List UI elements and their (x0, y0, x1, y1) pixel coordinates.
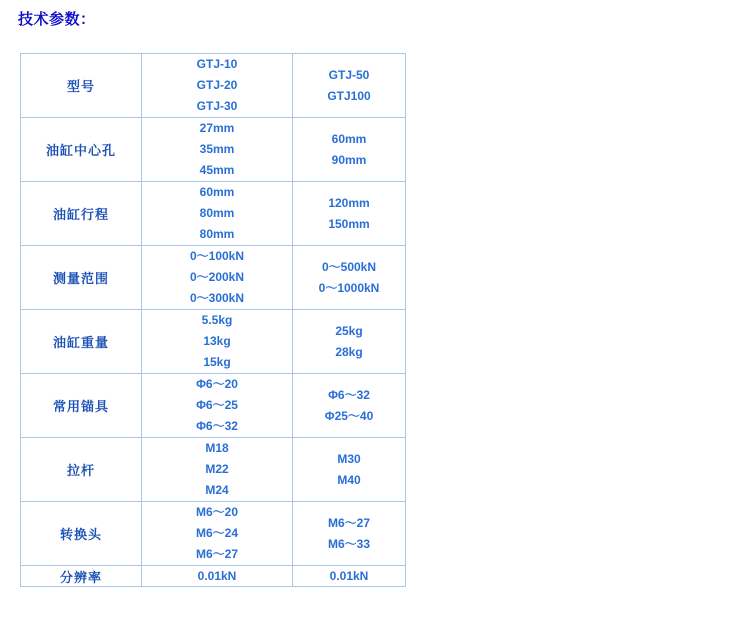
row-values-col1 (142, 118, 293, 182)
row-values-col1 (142, 182, 293, 246)
value-text: M24 (205, 483, 229, 497)
row-values-col2 (293, 54, 406, 118)
page-title: 技术参数： (18, 11, 96, 28)
value-text: 0～100kN (189, 249, 245, 263)
row-label: 转换头 (21, 502, 142, 566)
value-text: 80mm (199, 227, 235, 241)
value-text: 80mm (199, 206, 235, 220)
value-text: Φ25～40 (324, 408, 374, 423)
value-text: M22 (205, 462, 229, 476)
row-values-col1 (142, 438, 293, 502)
value-text: M6～33 (327, 536, 371, 551)
value-text: 0.01kN (197, 569, 237, 583)
row-label: 常用锚具 (21, 374, 142, 438)
table-row (21, 118, 406, 182)
row-values-col1 (142, 374, 293, 438)
value-text: 5.5kg (201, 313, 233, 327)
value-text: GTJ100 (327, 88, 371, 103)
table-row (21, 502, 406, 566)
row-label: 分辨率 (21, 566, 142, 587)
value-text: 15kg (203, 355, 231, 369)
value-text: 60mm (199, 185, 235, 199)
value-text: 13kg (203, 334, 231, 348)
value-text: 150mm (328, 216, 370, 231)
row-values-col1 (142, 246, 293, 310)
row-label: 测量范围 (21, 246, 142, 310)
table-row (21, 182, 406, 246)
table-row (21, 438, 406, 502)
value-text: 90mm (331, 152, 367, 167)
value-text: 45mm (199, 163, 235, 177)
value-text: 0～300kN (189, 291, 245, 305)
row-values-col1 (142, 310, 293, 374)
value-text: GTJ-50 (328, 67, 370, 82)
value-text: M30 (337, 451, 361, 466)
value-text: 60mm (331, 131, 367, 146)
value-text: 35mm (199, 142, 235, 156)
value-text: GTJ-10 (196, 57, 238, 71)
row-values-col2 (293, 246, 406, 310)
table-row (21, 310, 406, 374)
value-text: 0～1000kN (318, 280, 380, 295)
value-text: 0～200kN (189, 270, 245, 284)
value-text: M6～20 (195, 505, 239, 519)
value-text: M6～24 (195, 526, 239, 540)
value-text: GTJ-20 (196, 78, 238, 92)
value-text: 0.01kN (329, 569, 369, 583)
table-row (21, 246, 406, 310)
row-values-col2 (293, 118, 406, 182)
value-text: Φ6～32 (196, 419, 238, 433)
row-label: 油缸行程 (21, 182, 142, 246)
row-label: 拉杆 (21, 438, 142, 502)
value-text: M18 (205, 441, 229, 455)
value-text: Φ6～20 (196, 377, 238, 391)
row-values-col2 (293, 182, 406, 246)
value-text: 28kg (335, 344, 363, 359)
value-text: 120mm (328, 195, 370, 210)
value-text: Φ6～25 (196, 398, 238, 412)
row-values-col2 (293, 374, 406, 438)
row-values-col2 (293, 502, 406, 566)
value-text: 25kg (335, 323, 363, 338)
specifications-table (20, 53, 406, 587)
row-label: 油缸中心孔 (21, 118, 142, 182)
row-label: 油缸重量 (21, 310, 142, 374)
table-row (21, 54, 406, 118)
row-values-col1 (142, 502, 293, 566)
table-row (21, 566, 406, 587)
table-row (21, 374, 406, 438)
value-text: M40 (337, 472, 361, 487)
value-text: Φ6～32 (328, 387, 370, 402)
row-values-col2 (293, 310, 406, 374)
value-text: M6～27 (195, 547, 239, 561)
row-values-col1 (142, 54, 293, 118)
row-values-col2 (293, 566, 406, 587)
value-text: 0～500kN (321, 259, 377, 274)
value-text: GTJ-30 (196, 99, 238, 113)
row-label: 型号 (21, 54, 142, 118)
row-values-col1 (142, 566, 293, 587)
row-values-col2 (293, 438, 406, 502)
value-text: M6～27 (327, 515, 371, 530)
value-text: 27mm (199, 121, 235, 135)
